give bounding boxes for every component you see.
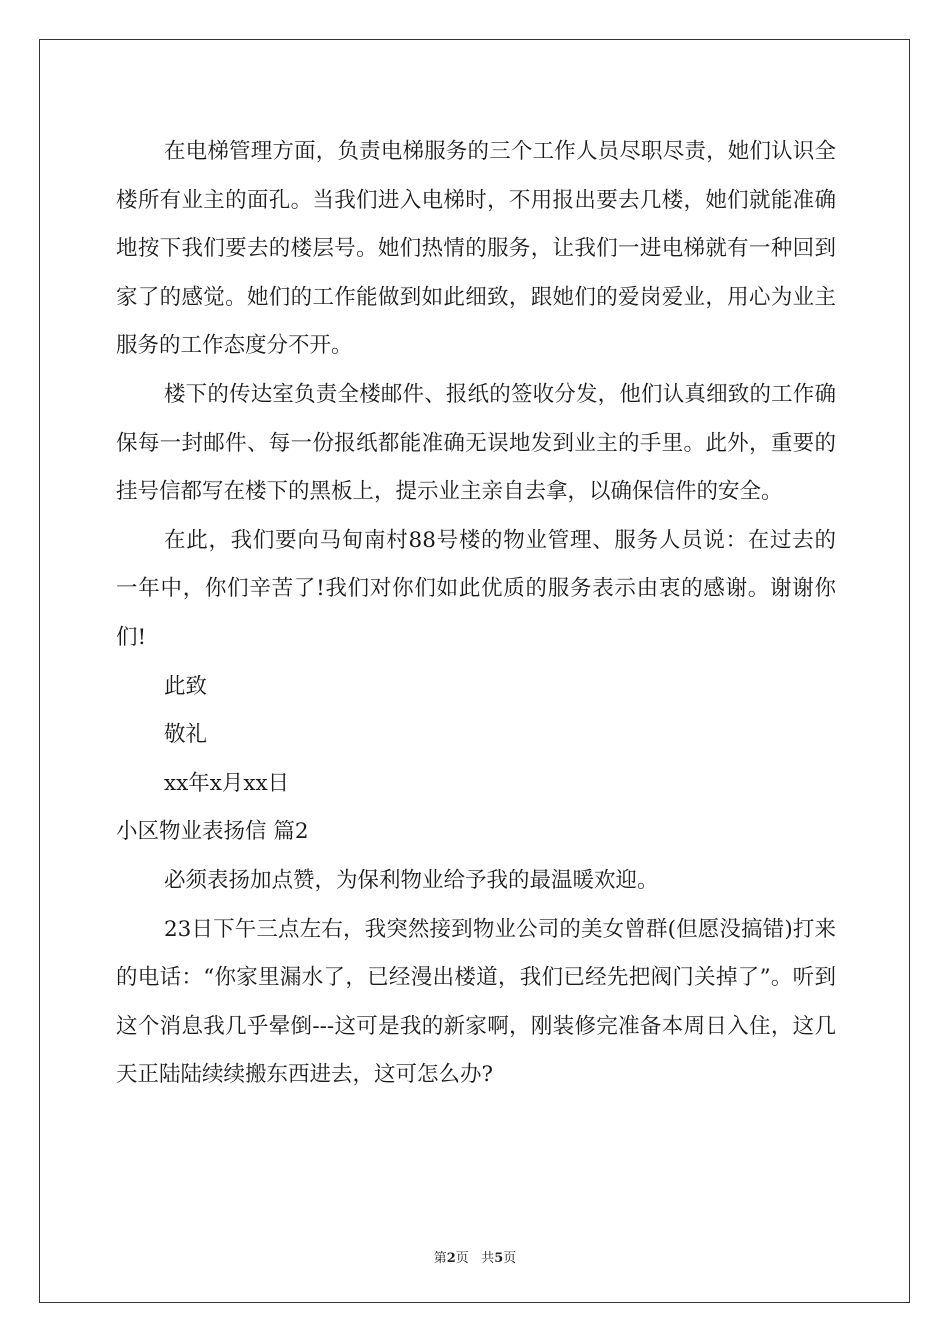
paragraph-mailroom: 楼下的传达室负责全楼邮件、报纸的签收分发，他们认真细致的工作确保每一封邮件、每一份报纸都能准确无误地发到业主的手里。此外，重要的挂号信都写在楼下的黑板上，提示业主亲自去拿，以确保信件的安全。 xyxy=(116,381,836,505)
total-prefix: 共 xyxy=(481,1251,495,1266)
section-heading: 小区物业表扬信 篇2 xyxy=(116,819,309,845)
paragraph-incident: 23日下午三点左右，我突然接到物业公司的美女曾群(但愿没搞错)打来的电话：“你家里漏水了，已经漫出楼道，我们已经先把阀门关掉了”。听到这个消息我几乎晕倒---这可是我的新家啊，刚装修完准备本周日入住，这几天正陆陆续续搬东西进去，这可怎么办? xyxy=(116,916,836,1088)
page-number: 2 xyxy=(446,1251,456,1266)
paragraph-praise: 必须表扬加点赞，为保利物业给予我的最温暖欢迎。 xyxy=(164,867,659,893)
paragraph-thanks: 在此，我们要向马甸南村88号楼的物业管理、服务人员说：在过去的一年中，你们辛苦了!我们对你们如此优质的服务表示由衷的感谢。谢谢你们! xyxy=(116,527,836,650)
page-footer xyxy=(0,1247,950,1266)
page-suffix: 页 xyxy=(455,1251,469,1266)
total-suffix: 页 xyxy=(503,1251,517,1266)
letter-date: xx年x月xx日 xyxy=(164,770,290,796)
document-body xyxy=(116,128,836,1100)
paragraph-elevator: 在电梯管理方面，负责电梯服务的三个工作人员尽职尽责，她们认识全楼所有业主的面孔。当我们进入电梯时，不用报出要去几楼，她们就能准确地按下我们要去的楼层号。她们热情的服务，让我们一进电梯就有一种回到家了的感觉。她们的工作能做到如此细致，跟她们的爱岗爱业，用心为业主服务的工作态度分不开。 xyxy=(116,139,836,359)
closing-salutation: 此致 xyxy=(164,673,208,699)
closing-regards: 敬礼 xyxy=(164,722,208,748)
total-pages: 5 xyxy=(494,1251,504,1266)
page-prefix: 第 xyxy=(433,1251,447,1266)
